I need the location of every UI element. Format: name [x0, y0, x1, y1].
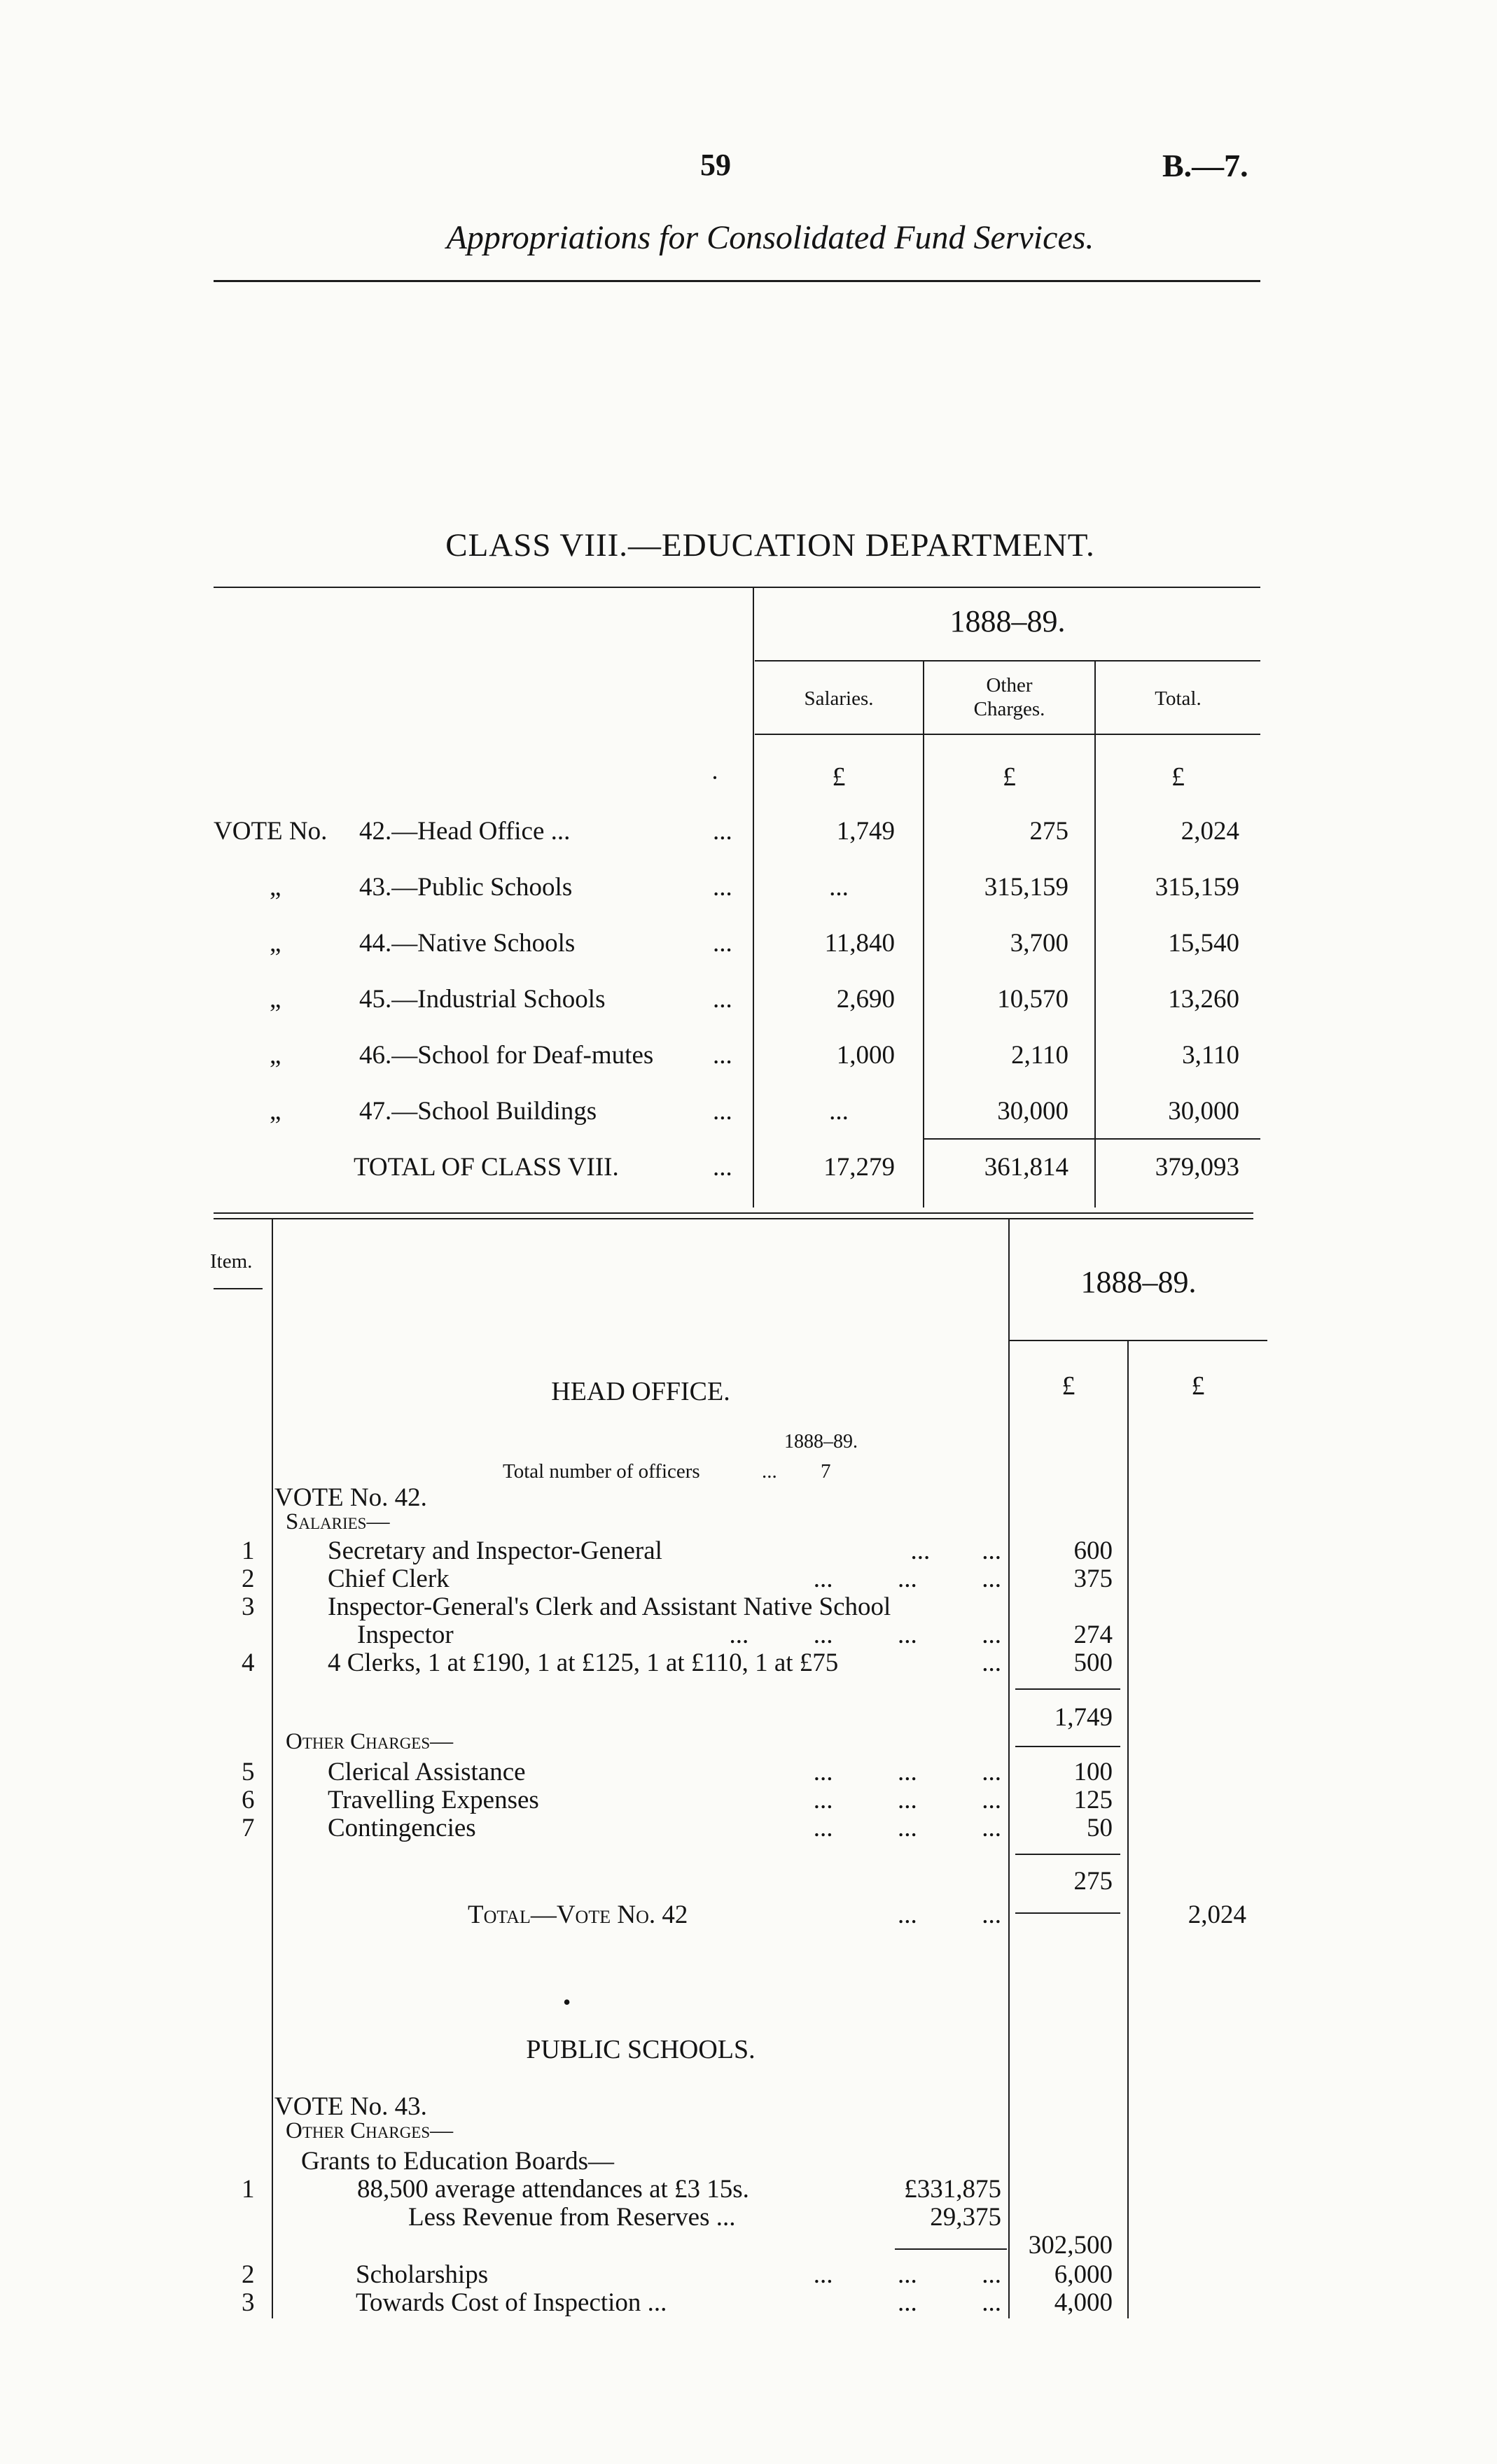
page-subtitle: Appropriations for Consolidated Fund Services.: [446, 219, 1094, 256]
summary-currency: £: [1171, 762, 1185, 792]
col-salaries: Salaries.: [804, 687, 874, 710]
public-other-charges-heading: Other Charges—: [286, 2118, 454, 2143]
net-grant-amount: 302,500: [1028, 2231, 1113, 2260]
summary-row: „ 45.—Industrial Schools ... 2,690 10,570 13,260: [270, 985, 1239, 1014]
summary-dot: ·: [711, 764, 719, 792]
officers-year: 1888–89.: [784, 1431, 858, 1452]
public-schools-heading: PUBLIC SCHOOLS.: [526, 2035, 756, 2064]
item-header: Item.: [210, 1250, 253, 1273]
summary-row: „ 43.—Public Schools ... ... 315,159 315,159: [270, 873, 1239, 902]
summary-row: VOTE No. 42.—Head Office ... ... 1,749 275 2,024: [214, 817, 1239, 846]
vote-42-label: VOTE No. 42.: [274, 1483, 427, 1512]
header-rule: [214, 280, 1260, 282]
col-other-charges: Other Charges.: [973, 674, 1045, 720]
summary-row: „ 44.—Native Schools ... 11,840 3,700 15,540: [270, 929, 1239, 958]
head-office-heading: HEAD OFFICE.: [551, 1377, 730, 1406]
summary-row: „ 46.—School for Deaf-mutes ... 1,000 2,110 3,110: [270, 1041, 1239, 1070]
section-double-rule: [214, 1218, 1253, 1219]
other-charges-heading: Other Charges—: [286, 1729, 454, 1754]
col-total: Total.: [1155, 687, 1202, 710]
summary-year: 1888–89.: [949, 604, 1066, 638]
detail-year: 1888–89.: [1080, 1265, 1197, 1299]
bullet: •: [563, 1989, 571, 2015]
page-number: 59: [700, 148, 731, 182]
summary-row: „ 47.—School Buildings ... ... 30,000 30,000: [270, 1097, 1239, 1126]
class-title: CLASS VIII.—EDUCATION DEPARTMENT.: [445, 527, 1095, 564]
section-double-rule: [214, 1212, 1253, 1214]
detail-currency: £: [1191, 1371, 1205, 1401]
grants-heading: Grants to Education Boards—: [301, 2147, 614, 2176]
vote-43-label: VOTE No. 43.: [274, 2092, 427, 2121]
other-subtotal: 275: [1073, 1867, 1113, 1896]
detail-currency: £: [1061, 1371, 1075, 1401]
summary-currency: £: [1003, 762, 1016, 792]
document-reference: B.—7.: [1162, 148, 1248, 183]
salaries-subtotal: 1,749: [1054, 1703, 1113, 1732]
salaries-heading: Salaries—: [286, 1509, 390, 1534]
summary-total-row: TOTAL OF CLASS VIII. ... 17,279 361,814 379,093: [354, 1153, 1239, 1182]
summary-currency: £: [832, 762, 846, 792]
